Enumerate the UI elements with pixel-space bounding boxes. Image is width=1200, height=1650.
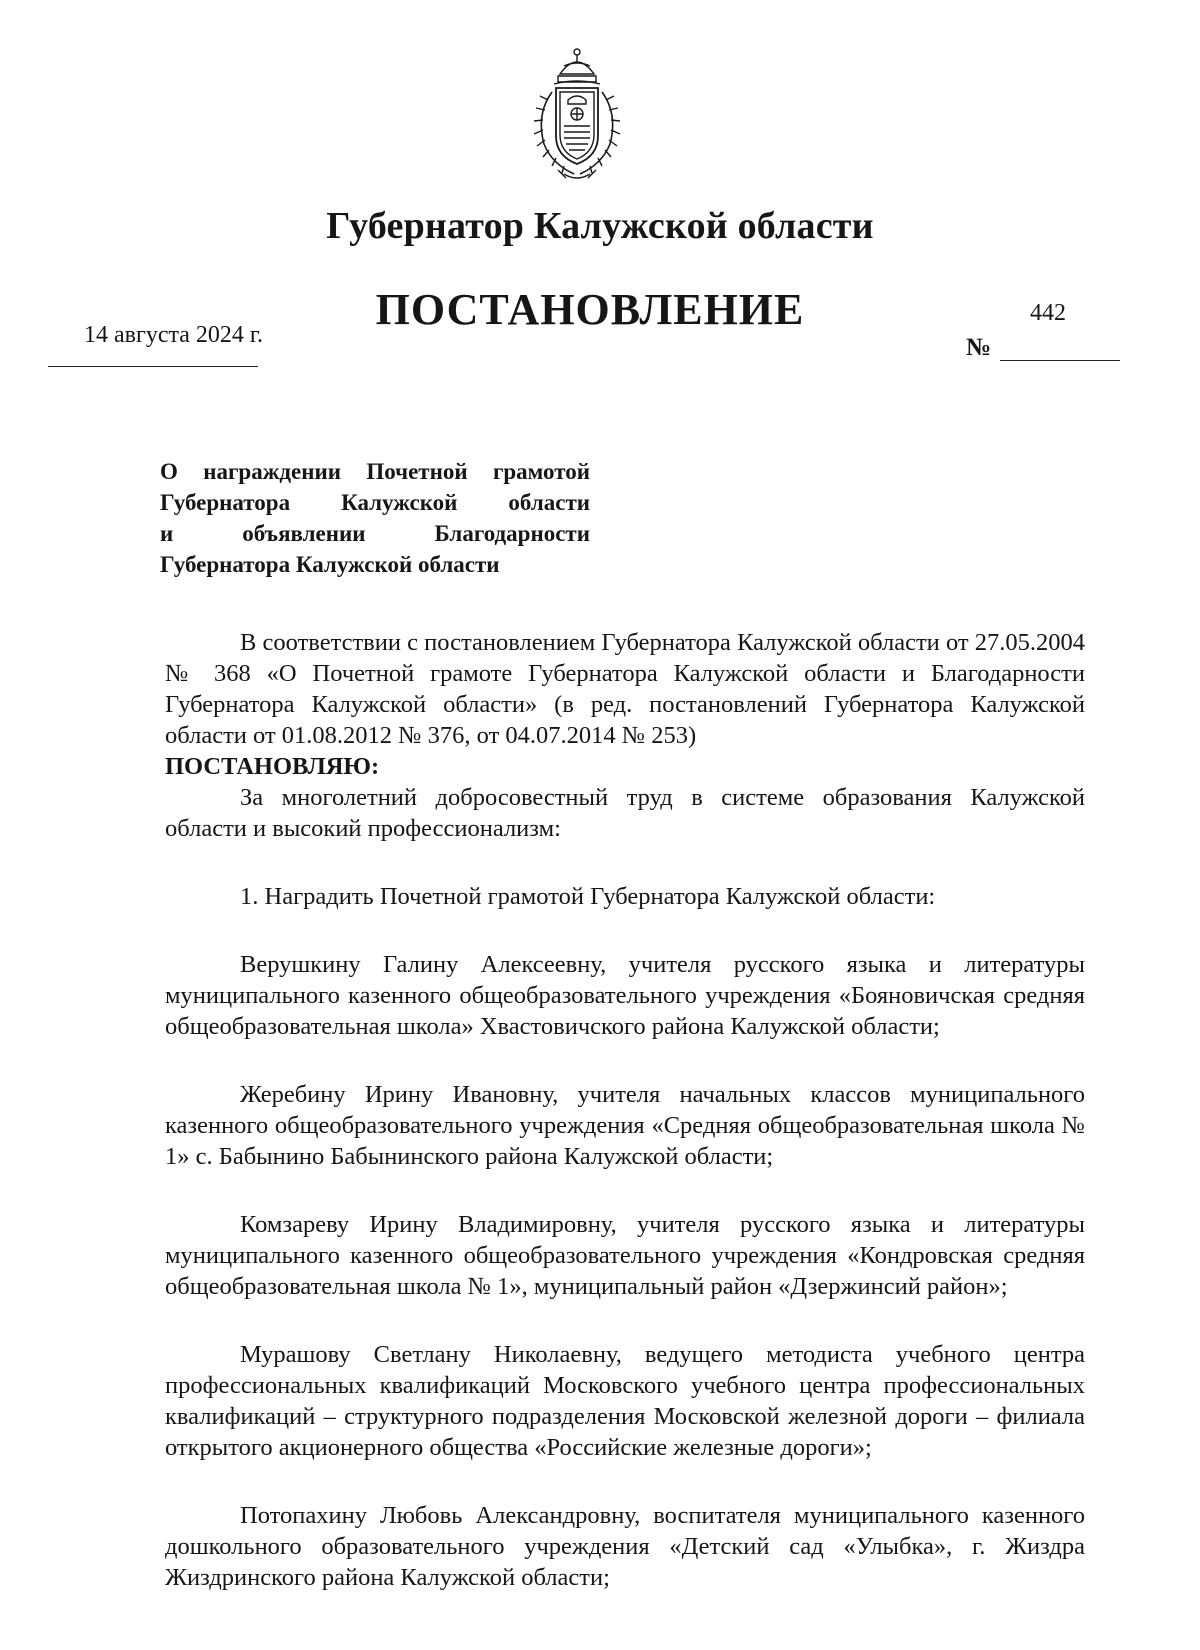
document-subject [160,456,590,580]
item-1-heading: 1. Наградить Почетной грамотой Губернатора Калужской области: [240,883,936,910]
document-number: 442 [1030,300,1066,326]
preamble-paragraph: В соответствии с постановлением Губернатора Калужской области от 27.05.2004 № 368 «О Почетной грамоте Губернатора Калужской области и Благодарности Губернатора Калужской области» (в ред. постановлений Губернатора Калужской области от 01.08.2012 № 376, от 04.07.2014 № 253) [165,629,1085,749]
subject-line: Губернатора Калужской области [160,490,590,515]
document-body [165,627,1085,1593]
coat-of-arms-icon [518,44,636,184]
decree-word: ПОСТАНОВЛЯЮ: [165,753,380,780]
number-underline [1000,360,1120,361]
subject-line: и объявлении Благодарности [160,521,590,546]
subject-line: О награждении Почетной грамотой [160,459,590,484]
awardee-paragraph: Потопахину Любовь Александровну, воспитателя муниципального казенного дошкольного образовательного учреждения «Детский сад «Улыбка», г. Жиздра Жиздринского района Калужской области; [165,1502,1085,1591]
awardee-paragraph: Верушкину Галину Алексеевну, учителя русского языка и литературы муниципального казенного общеобразовательного учреждения «Бояновичская средняя общеобразовательная школа» Хвастовичского района Калужской области; [165,951,1085,1040]
number-sign: № [966,334,992,361]
awardee-paragraph: Комзареву Ирину Владимировну, учителя русского языка и литературы муниципального казенного общеобразовательного учреждения «Кондровская средняя общеобразовательная школа № 1», муниципальный район «Дзержинсий район»; [165,1211,1085,1300]
awardee-paragraph: Жеребину Ирину Ивановну, учителя начальных классов муниципального казенного общеобразовательного учреждения «Средняя общеобразовательная школа № 1» с. Бабынино Бабынинского района Калужской области; [165,1081,1085,1170]
authority-title: Губернатор Калужской области [326,205,874,247]
document-type: ПОСТАНОВЛЕНИЕ [375,285,805,334]
date-underline [48,366,258,367]
awardee-paragraph: Мурашову Светлану Николаевну, ведущего методиста учебного центра профессиональных квалификаций Московского учебного центра профессиональных квалификаций – структурного подразделения Московской железной дороги – филиала открытого акционерного общества «Российские железные дороги»; [165,1341,1085,1461]
reason-paragraph: За многолетний добросовестный труд в системе образования Калужской области и высокий профессионализм: [165,784,1085,842]
document-date: 14 августа 2024 г. [84,322,264,348]
subject-line: Губернатора Калужской области [160,552,500,577]
